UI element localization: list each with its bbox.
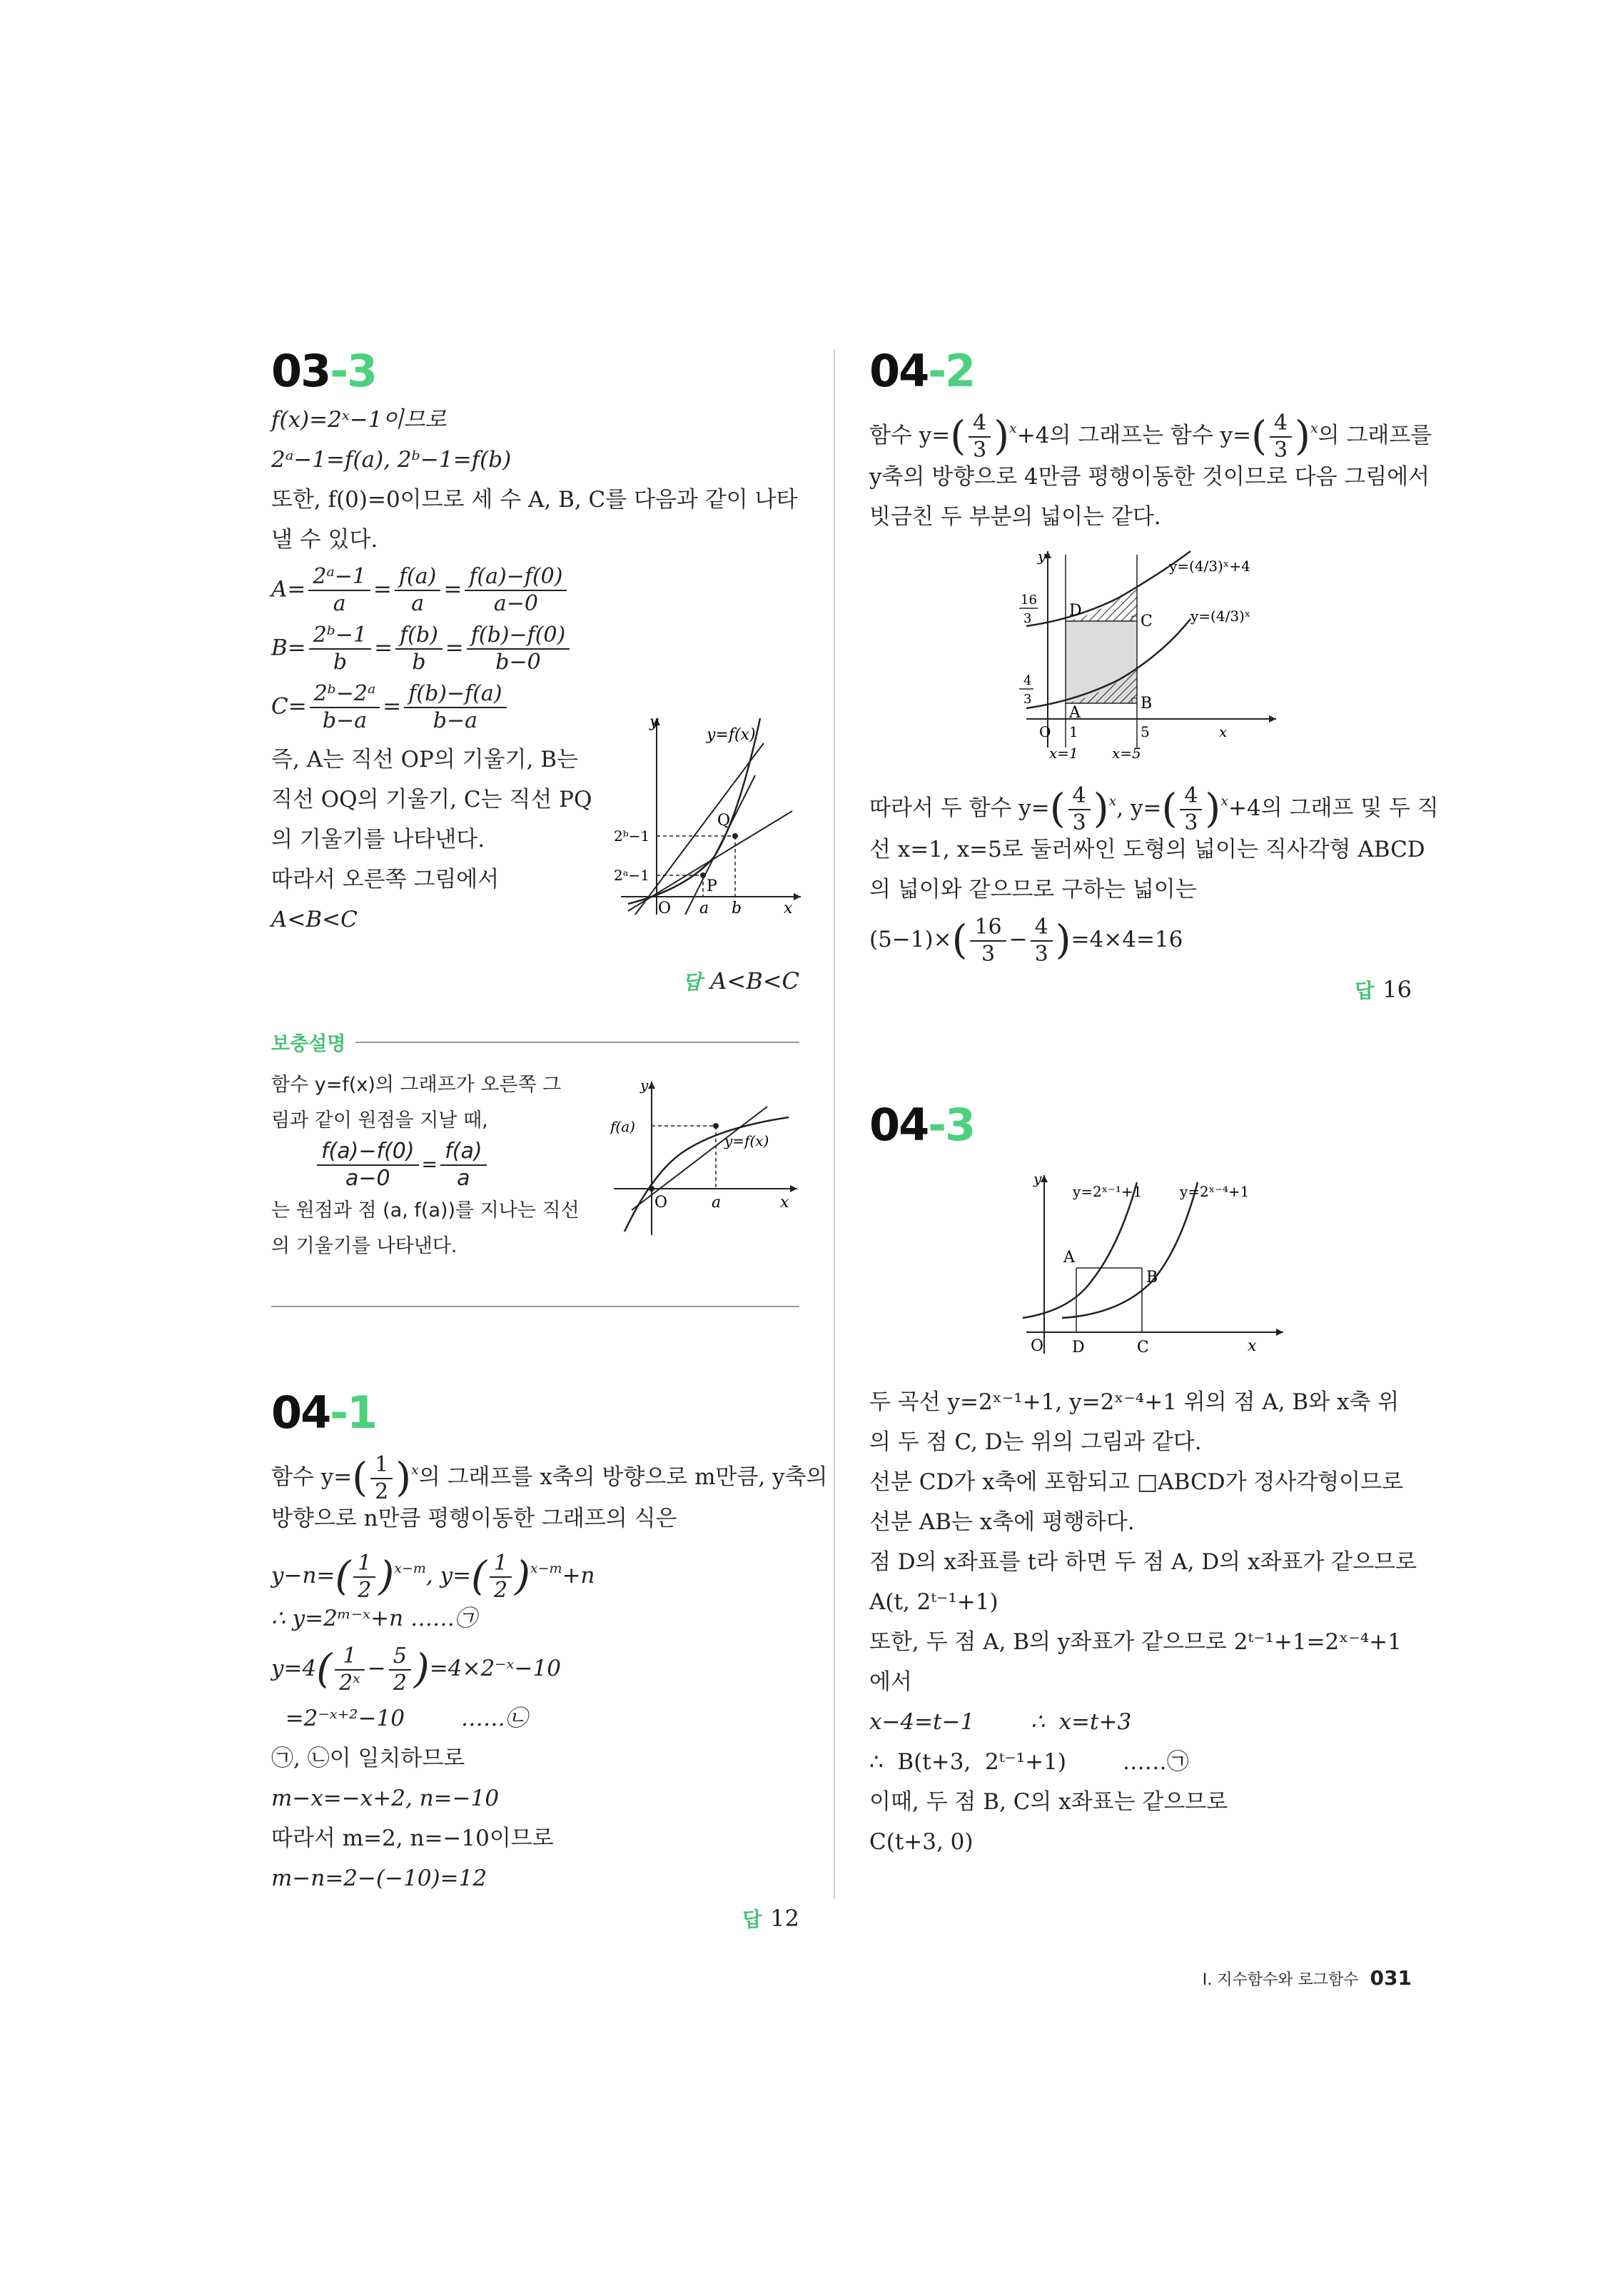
curve-2 <box>1062 1182 1198 1318</box>
label-O: O <box>658 900 672 917</box>
text-line: 두 곡선 y=2ˣ⁻¹+1, y=2ˣ⁻⁴+1 위의 점 A, B와 x축 위 <box>869 1389 1400 1415</box>
label-y: y <box>640 1077 649 1094</box>
label-2b-1: 2ᵇ−1 <box>614 827 650 845</box>
y-axis-arrow <box>1041 1175 1048 1182</box>
label-5: 5 <box>1141 723 1150 740</box>
supplement-label: 보충설명 <box>271 1033 346 1055</box>
label-O: O <box>1031 1337 1044 1355</box>
label-16-num: 16 <box>1021 593 1037 608</box>
text-line: (5−1)×( $\frac{16}{3}$ − $\frac{4}{3}$ )=4×4=16 <box>869 914 1183 967</box>
line-OQ <box>635 743 764 915</box>
label-C: C <box>1141 613 1153 630</box>
right-column <box>869 343 1439 1862</box>
text-line: m−x=−x+2, n=−10 <box>271 1786 500 1811</box>
text-line: 따라서 두 함수 y=( $\frac{4}{3}$ )$^x$, y=( $\frac{4}{3}$ )$^x$+4의 그래프 및 두 직 <box>869 782 1439 835</box>
label-16-den: 3 <box>1023 611 1032 626</box>
label-y: y <box>1038 548 1046 565</box>
text-line: 함수 y=f(x)의 그래프가 오른쪽 그 <box>271 1074 562 1096</box>
label-P: P <box>707 877 717 895</box>
label-x: x <box>784 900 793 917</box>
answer-04-1: 답 12 <box>742 1905 799 1932</box>
label-y: y <box>1033 1170 1042 1187</box>
label-fx: y=f(x) <box>724 1132 769 1149</box>
label-curve-1: y=2ˣ⁻¹+1 <box>1073 1183 1143 1200</box>
text-line: 방향으로 n만큼 평행이동한 그래프의 식은 <box>271 1506 677 1531</box>
label-O: O <box>1039 723 1051 740</box>
text-line: m−n=2−(−10)=12 <box>271 1866 487 1891</box>
text-line: 선분 CD가 x축에 포함되고 □ABCD가 정사각형이므로 <box>869 1469 1404 1495</box>
point-P <box>700 872 706 878</box>
label-4-den: 3 <box>1023 692 1032 707</box>
curve-1 <box>1023 1182 1137 1318</box>
equation-C: C= $\frac{\text{2ᵇ−2ᵃ}}{b-a}$ = $\frac{f(b)-f(a)}{b-a}$ <box>271 681 799 740</box>
section-04-2 <box>869 343 1439 1011</box>
point-origin <box>649 1186 654 1192</box>
text-line: 또한, 두 점 A, B의 y좌표가 같으므로 2ᵗ⁻¹+1=2ˣ⁻⁴+1 <box>869 1629 1402 1655</box>
label-4-num: 4 <box>1023 673 1032 688</box>
page-footer <box>1203 1966 1412 1990</box>
label-D: D <box>1072 1339 1085 1356</box>
section-title: 04-1 <box>271 1386 377 1439</box>
left-column <box>271 343 828 1940</box>
supplement-body <box>271 1067 799 1307</box>
point-Q <box>732 833 738 839</box>
text-line: 함수 y=( $\frac{1}{2}$ )$^x$의 그래프를 x축의 방향으로 m만큼, y축의 <box>271 1451 828 1504</box>
label-Q: Q <box>717 812 731 830</box>
text-line: y=4( $\frac{1}{\text{2ˣ}}$ − $\frac{5}{2}$ )=4×2⁻ˣ−10 <box>271 1643 561 1696</box>
text-line: 는 원점과 점 (a, f(a))를 지나는 직선 <box>271 1199 580 1222</box>
text-line: 에서 <box>869 1669 912 1695</box>
text-line: 의 넓이와 같으므로 구하는 넓이는 <box>869 877 1197 902</box>
x-axis-arrow <box>1276 1329 1283 1336</box>
section-03-3 <box>271 343 799 1002</box>
text-line: y−n=( $\frac{1}{2}$ )$^{x-m}$, y=( $\frac{1}{2}$ )$^{x-m}$+n <box>271 1550 595 1603</box>
label-top-curve: y=(4/3)ˣ+4 <box>1169 558 1250 575</box>
line-PQ <box>685 775 755 915</box>
text-line: 의 기울기를 나타낸다. <box>271 1235 457 1257</box>
square-figure <box>1019 1168 1290 1368</box>
label-x: x <box>1248 1337 1257 1355</box>
label-1: 1 <box>1069 723 1078 740</box>
text-line: 의 두 점 C, D는 위의 그림과 같다. <box>869 1429 1202 1455</box>
text-line: 따라서 m=2, n=−10이므로 <box>271 1826 554 1851</box>
text-line: 점 D의 x좌표를 t라 하면 두 점 A, D의 x좌표가 같으므로 <box>869 1549 1417 1575</box>
label-C: C <box>1137 1339 1149 1356</box>
section-title: 04-3 <box>869 1099 975 1151</box>
text-line: 함수 y=( $\frac{4}{3}$ )$^x$+4의 그래프는 함수 y=( $\frac{4}{3}$ )$^x$의 그래프를 <box>869 410 1432 463</box>
label-fa: f(a) <box>610 1118 635 1135</box>
label-lower-curve: y=(4/3)ˣ <box>1190 608 1251 625</box>
supplement-rule <box>355 1042 799 1043</box>
text-line: 2ᵃ−1=f(a), 2ᵇ−1=f(b) <box>271 447 512 473</box>
label-B: B <box>1146 1269 1158 1287</box>
label-2a-1: 2ᵃ−1 <box>614 867 649 884</box>
text-line: 따라서 오른쪽 그림에서 <box>271 867 500 892</box>
equation-B: B= $\frac{\text{2ᵇ−1}}{b}$ = $\frac{f(b)}{b}$ = $\frac{f(b)-f(0)}{b-0}$ <box>271 623 799 681</box>
text-line: ∴ B(t+3, 2ᵗ⁻¹+1) ……㉠ <box>869 1749 1189 1775</box>
text-line: 선 x=1, x=5로 둘러싸인 도형의 넓이는 직사각형 ABCD <box>869 837 1425 862</box>
section-title: 03-3 <box>271 345 377 397</box>
chapter-title: Ⅰ. 지수함수와 로그함수 <box>1202 1971 1359 1989</box>
label-A: A <box>1063 1249 1075 1267</box>
slope-figure <box>614 711 807 918</box>
text-line: 낼 수 있다. <box>271 527 378 553</box>
x-axis-arrow <box>1269 715 1276 722</box>
label-fx: y=f(x) <box>707 726 756 744</box>
text-line: 선분 AB는 x축에 평행하다. <box>869 1509 1135 1535</box>
text-line: 림과 같이 원점을 지날 때, <box>271 1109 488 1132</box>
text-line: x−4=t−1 ∴ x=t+3 <box>869 1709 1132 1735</box>
column-divider <box>834 350 835 1899</box>
y-axis-arrow <box>648 1082 655 1089</box>
section-title: 04-2 <box>869 345 975 397</box>
label-a: a <box>699 900 709 917</box>
page-number: 031 <box>1370 1966 1412 1990</box>
label-x-eq-5: x=5 <box>1112 745 1141 762</box>
supplement-header <box>271 1028 799 1056</box>
label-a: a <box>712 1194 722 1212</box>
explanation-block <box>271 713 799 961</box>
text-line: ∴ y=2ᵐ⁻ˣ+n ……㉠ <box>271 1606 477 1631</box>
label-x: x <box>780 1194 789 1212</box>
text-line: A(t, 2ᵗ⁻¹+1) <box>869 1589 998 1615</box>
supplement-equation: $\frac{f(a)-f(0)}{a-0}$ = $\frac{f(a)}{a}$ <box>271 1139 799 1193</box>
label-A: A <box>1069 704 1081 722</box>
label-b: b <box>732 900 742 917</box>
text-line: =2⁻ˣ⁺²−10 ……㉡ <box>271 1706 527 1731</box>
label-x-eq-1: x=1 <box>1049 745 1078 762</box>
equation-A: A= $\frac{\text{2ᵃ−1}}{a}$ = $\frac{f(a)}{a}$ = $\frac{f(a)-f(0)}{a-0}$ <box>271 564 799 623</box>
text-line: 의 기울기를 나타낸다. <box>271 827 485 852</box>
label-B: B <box>1141 695 1153 713</box>
x-axis-arrow <box>794 893 801 900</box>
answer-04-2: 답 16 <box>1355 976 1412 1003</box>
x-axis-arrow <box>790 1185 797 1192</box>
text-line: A<B<C <box>271 907 358 932</box>
text-line: 이때, 두 점 B, C의 x좌표는 같으므로 <box>869 1789 1228 1815</box>
text-line: y축의 방향으로 4만큼 평행이동한 것이므로 다음 그림에서 <box>869 464 1430 490</box>
answer-03-3: 답 A<B<C <box>682 967 799 995</box>
point-a-fa <box>713 1123 719 1129</box>
text-line: 즉, A는 직선 OP의 기울기, B는 <box>271 747 578 772</box>
area-figure <box>1012 544 1298 765</box>
section-04-3 <box>869 1097 1417 1862</box>
text-line: ㉠, ㉡이 일치하므로 <box>271 1746 465 1771</box>
label-O: O <box>654 1194 668 1212</box>
supplement-figure <box>610 1074 803 1239</box>
text-line: 또한, f(0)=0이므로 세 수 A, B, C를 다음과 같이 나타 <box>271 487 798 513</box>
label-x: x <box>1219 723 1228 740</box>
label-curve-2: y=2ˣ⁻⁴+1 <box>1180 1183 1250 1200</box>
text-line: C(t+3, 0) <box>869 1829 974 1855</box>
label-D: D <box>1069 602 1082 620</box>
text-line: 직선 OQ의 기울기, C는 직선 PQ <box>271 787 592 812</box>
text-line: 빗금친 두 부분의 넓이는 같다. <box>869 504 1161 530</box>
label-y: y <box>649 713 659 731</box>
section-04-1 <box>271 1384 828 1940</box>
text-line: f(x)=2ˣ−1이므로 <box>271 407 447 433</box>
